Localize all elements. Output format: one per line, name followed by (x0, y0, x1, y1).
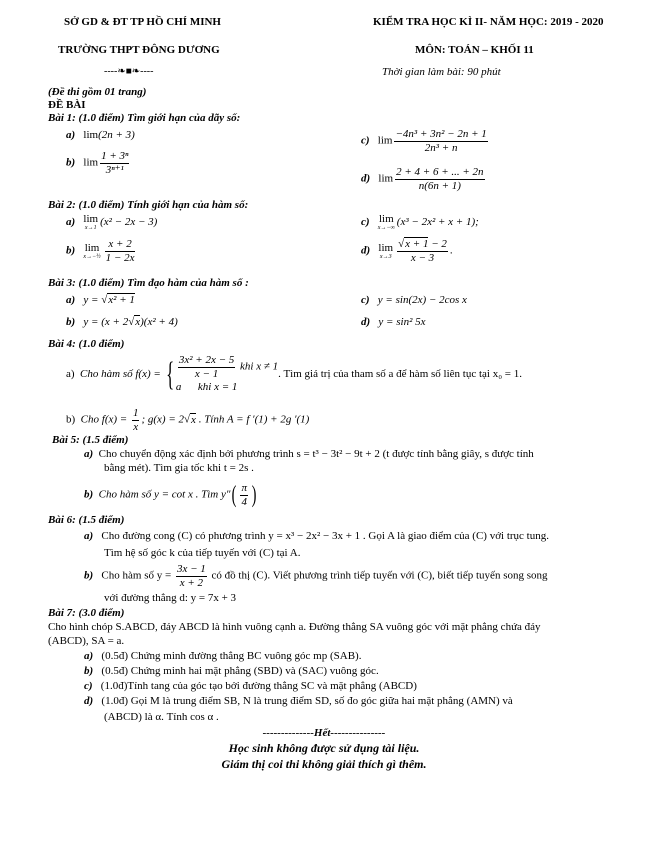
bai3-b: b) y = (x + 2√x)(x² + 4) (66, 316, 178, 328)
ornament-icon: ❧■❧ (117, 66, 141, 77)
footer-note-2: Giám thị coi thi không giải thích gì thêm. (221, 757, 427, 771)
school-name: TRƯỜNG THPT ĐÔNG DƯƠNG (58, 44, 220, 56)
bai7-b: b) (0.5đ) Chứng minh hai mặt phẳng (SBD) và (SAC) vuông góc. (84, 665, 379, 677)
department-name: SỞ GD & ĐT TP HỒ CHÍ MINH (64, 16, 221, 28)
bai1-title: Bài 1: (1.0 điểm) Tìm giới hạn của dãy số: (48, 112, 241, 124)
bai7-d-cont: (ABCD) là α. Tính cos α . (104, 711, 219, 723)
bai1-c: c) lim $\frac{\text{−4n³ + 3n² − 2n + 1}}{\text{2n³ + n}}$ (361, 128, 487, 154)
bai5-a: a) Cho chuyển động xác định bởi phương trình s = t³ − 3t² − 9t + 2 (t được tính bằng giây, s được tính (84, 448, 534, 460)
bai4-b: b) Cho f(x) = $\frac{1}{x}$ ; g(x) = 2√x . Tính A = f ′(1) + 2g ′(1) (66, 407, 310, 433)
bai2-c: c) lim x→−∞ (x³ − 2x² + x + 1); (361, 213, 479, 231)
end-marker: --------------Hết--------------- (262, 727, 386, 739)
bai1-b: b) lim $\frac{\text{1 + 3ⁿ}}{\text{3ⁿ⁺¹}}$ (66, 150, 129, 176)
bai2-d: d) lim x→3 $\frac{√x + 1 - 2}{x - 3}$ . (361, 238, 453, 264)
bai5-title: Bài 5: (1.5 điểm) (52, 434, 129, 446)
bai7-intro-cont: (ABCD), SA = a. (48, 635, 125, 647)
bai6-b: b) Cho hàm số y = $\frac{3x - 1}{x + 2}$ có đồ thị (C). Viết phương trình tiếp tuyến với (C), biết tiếp tuyến song song (84, 563, 548, 589)
bai1-a: a) lim(2n + 3) (66, 129, 135, 141)
bai7-d: d) (1.0đ) Gọi M là trung điểm SB, N là trung điểm SD, số đo góc giữa hai mặt phẳng (AMN) và (84, 695, 513, 707)
exam-title: KIỂM TRA HỌC KÌ II- NĂM HỌC: 2019 - 2020 (373, 16, 604, 28)
exam-subject: MÔN: TOÁN – KHỐI 11 (415, 44, 534, 56)
bai1-d: d) lim $\frac{2 + 4 + 6 + ... + 2n}{n(6n + 1)}$ (361, 166, 484, 192)
bai3-a: a) y = √x² + 1 (66, 294, 135, 306)
bai7-intro: Cho hình chóp S.ABCD, đáy ABCD là hình vuông cạnh a. Đường thẳng SA vuông góc với mặt phẳng chứa đáy (48, 621, 541, 633)
bai5-a-cont: bằng mét). Tìm gia tốc khi t = 2s . (104, 462, 254, 474)
bai4-a: a) Cho hàm số f(x) = { $\frac{\text{3x² + 2x − 5}}{x - 1}$ khi x ≠ 1 a khi x = 1 . Tìm giá trị của tham số a để hàm số liên tục tại x₀ = 1. (66, 354, 522, 394)
page-count-note: (Đề thi gồm 01 trang) (48, 86, 147, 98)
bai6-a: a) Cho đường cong (C) có phương trình y = x³ − 2x² − 3x + 1 . Gọi A là giao điểm của (C) với trục tung. (84, 530, 549, 542)
bai7-title: Bài 7: (3.0 điểm) (48, 607, 125, 619)
bai2-a: a) lim x→1 (x² − 2x − 3) (66, 213, 158, 231)
bai6-b-cont: với đường thẳng d: y = 7x + 3 (104, 592, 237, 604)
bai3-d: d) y = sin² 5x (361, 316, 426, 328)
exam-time: Thời gian làm bài: 90 phút (382, 66, 501, 78)
bai5-b: b) Cho hàm số y = cot x . Tìm y″( $\frac{\pi}{4}$ ) (84, 482, 257, 509)
bai2-b: b) lim x→−½ $\frac{x + 2}{1 - 2x}$ (66, 238, 135, 264)
bai6-title: Bài 6: (1.5 điểm) (48, 514, 125, 526)
bai6-a-cont: Tìm hệ số góc k của tiếp tuyến với (C) tại A. (104, 547, 301, 559)
bai3-c: c) y = sin(2x) − 2cos x (361, 294, 467, 306)
bai3-title: Bài 3: (1.0 điểm) Tìm đạo hàm của hàm số : (48, 277, 249, 289)
section-heading: ĐỀ BÀI (48, 99, 86, 111)
bai7-c: c) (1.0đ)Tính tang của góc tạo bởi đường thẳng SC và mặt phẳng (ABCD) (84, 680, 417, 692)
header-divider: ----❧■❧---- (104, 66, 154, 77)
bai2-title: Bài 2: (1.0 điểm) Tính giới hạn của hàm số: (48, 199, 249, 211)
footer-note-1: Học sinh không được sử dụng tài liệu. (228, 741, 420, 755)
bai7-a: a) (0.5đ) Chứng minh đường thẳng BC vuông góc mp (SAB). (84, 650, 362, 662)
bai4-title: Bài 4: (1.0 điểm) (48, 338, 125, 350)
